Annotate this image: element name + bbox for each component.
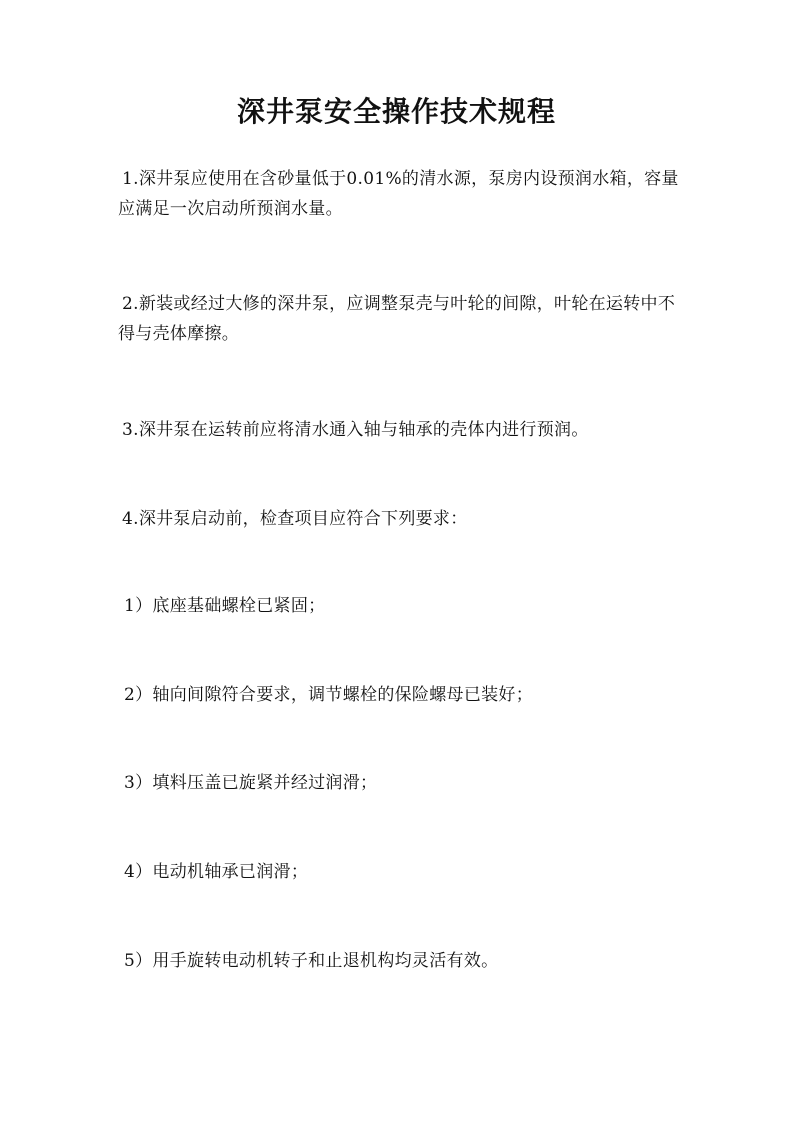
check-item-5: 5）用手旋转电动机转子和止退机构均灵活有效。 — [124, 951, 499, 971]
paragraph-1: 1.深井泵应使用在含砂量低于0.01%的清水源，泵房内设预润水箱，容量应满足一次启动所预润水量。 — [118, 169, 679, 219]
check-item-2: 2）轴向间隙符合要求，调节螺栓的保险螺母已装好； — [124, 685, 534, 705]
paragraph-3: 3.深井泵在运转前应将清水通入轴与轴承的壳体内进行预润。 — [122, 420, 589, 440]
paragraph-2: 2.新装或经过大修的深井泵，应调整泵壳与叶轮的间隙，叶轮在运转中不得与壳体摩擦。 — [118, 294, 676, 344]
document-title: 深井泵安全操作技术规程 — [236, 95, 556, 128]
paragraph-4: 4.深井泵启动前，检查项目应符合下列要求： — [122, 509, 468, 529]
check-item-3: 3）填料压盖已旋紧并经过润滑； — [124, 773, 378, 793]
check-item-1: 1）底座基础螺栓已紧固； — [124, 596, 326, 616]
check-item-4: 4）电动机轴承已润滑； — [124, 862, 309, 882]
